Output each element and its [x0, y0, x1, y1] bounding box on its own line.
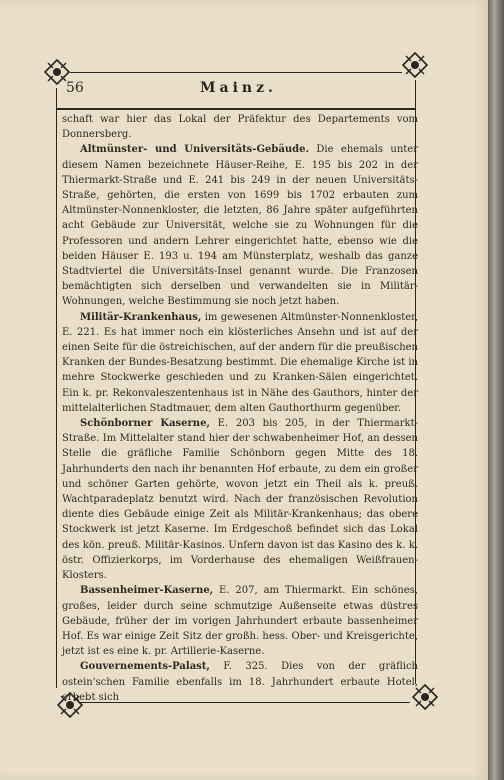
entry-paragraph — [62, 416, 418, 583]
page-number: 56 — [66, 80, 84, 96]
entry-heading: Militär-Krankenhaus, — [80, 311, 202, 323]
paragraph-text: schaft war hier das Lokal der Präfektur des Departements vom Donnersberg. — [62, 114, 418, 141]
entry-text: F. 325. Dies von der gräflich ostein'schen Familie ebenfalls im 18. Jahrhundert erbaute Hotel, erhebt sich — [62, 661, 418, 703]
entry-heading: Gouvernements-Palast, — [80, 661, 210, 673]
entry-paragraph — [62, 142, 418, 309]
entry-text: E. 207, am Thiermarkt. Ein schönes, großes, leider durch seine schmutzige Außenseite etwas düstres Gebäude, früher der im vorigen Jahrhundert erbaute bassenheimer Hof. Es war einige Zeit Sitz der großh. hess. Ober- und Kreisgerichte, jetzt ist es eine k. pr. Artillerie-Kaserne. — [62, 585, 418, 658]
entry-text: im gewesenen Altmünster-Nonnenkloster, E. 221. Es hat immer noch ein klösterliches Ansehn und ist auf der einen Seite für die östreichischen, auf der andern für die preußischen Kranken der Bundes-Besatzung bestimmt. Die ehemalige Kirche ist in mehre Stockwerke geschieden und zu Kranken-Sälen eingerichtet. Ein k. pr. Rekonvaleszentenhaus ist in Nähe des Gauthors, hinter der mittelalterlichen Stadtmauer, dem alten Gauthorthurm gegenüber. — [62, 311, 418, 414]
book-spine-edge — [488, 0, 504, 780]
entry-text: E. 203 bis 205, in der Thiermarkt-Straße. Im Mittelalter stand hier der schwabenheimer Hof, an dessen Stelle die gräfliche Familie Schönborn gegen Mitte des 18. Jahrhunderts den nach ihr benannten Hof erbaute, zu dem ein großer und schöner Garten gehörte, wovon jetzt ein Theil als k. preuß. Wachtparadeplatz benutzt wird. Nach der französischen Revolution diente dies Gebäude einige Zeit als Militär-Krankenhaus; das obere Stockwerk ist jetzt Kaserne. Im Erdgeschoß befindet sich das Lokal des kön. preuß. Militär-Kasinos. Unfern davon ist das Kasino des k. k. östr. Offizierkorps, im Vorderhause des ehemaligen Weißfrauen-Klosters. — [62, 418, 418, 582]
header-rule — [56, 108, 416, 110]
running-head: Mainz. — [200, 80, 277, 96]
entry-heading: Bassenheimer-Kaserne, — [80, 585, 214, 597]
corner-ornament-icon — [400, 50, 430, 80]
entry-paragraph — [62, 583, 418, 659]
body-text — [62, 112, 418, 705]
entry-text: Die ehemals unter diesem Namen bezeichnete Häuser-Reihe, E. 195 bis 202 in der Thiermarkt-Straße und E. 241 bis 249 in der neuen Universitäts-Straße, gehörten, die ersten von 1699 bis 1702 erbauten zum Altmünster-Nonnenkloster, die letzten, 86 Jahre später aufgeführten acht Gebäude zur Universität, welche sie zu Wohnungen für die Professoren und andern Lehrer eingerichtet hatte, ebenso wie die beiden Häuser E. 193 u. 194 am Münsterplatz, weshalb das ganze Stadtviertel die Universitäts-Insel genannt wurde. Die Franzosen bemächtigten sich derselben und verwandelten sie in Militär-Wohnungen, welche Bestimmung sie noch jetzt haben. — [62, 144, 418, 308]
entry-paragraph — [62, 310, 418, 416]
entry-heading: Schönborner Kaserne, — [80, 418, 210, 430]
entry-paragraph — [62, 659, 418, 705]
frame-left-line — [56, 88, 57, 688]
frame-top-line — [70, 72, 402, 73]
entry-heading: Altmünster- und Universitäts-Gebäude. — [80, 144, 309, 156]
paragraph — [62, 112, 418, 142]
